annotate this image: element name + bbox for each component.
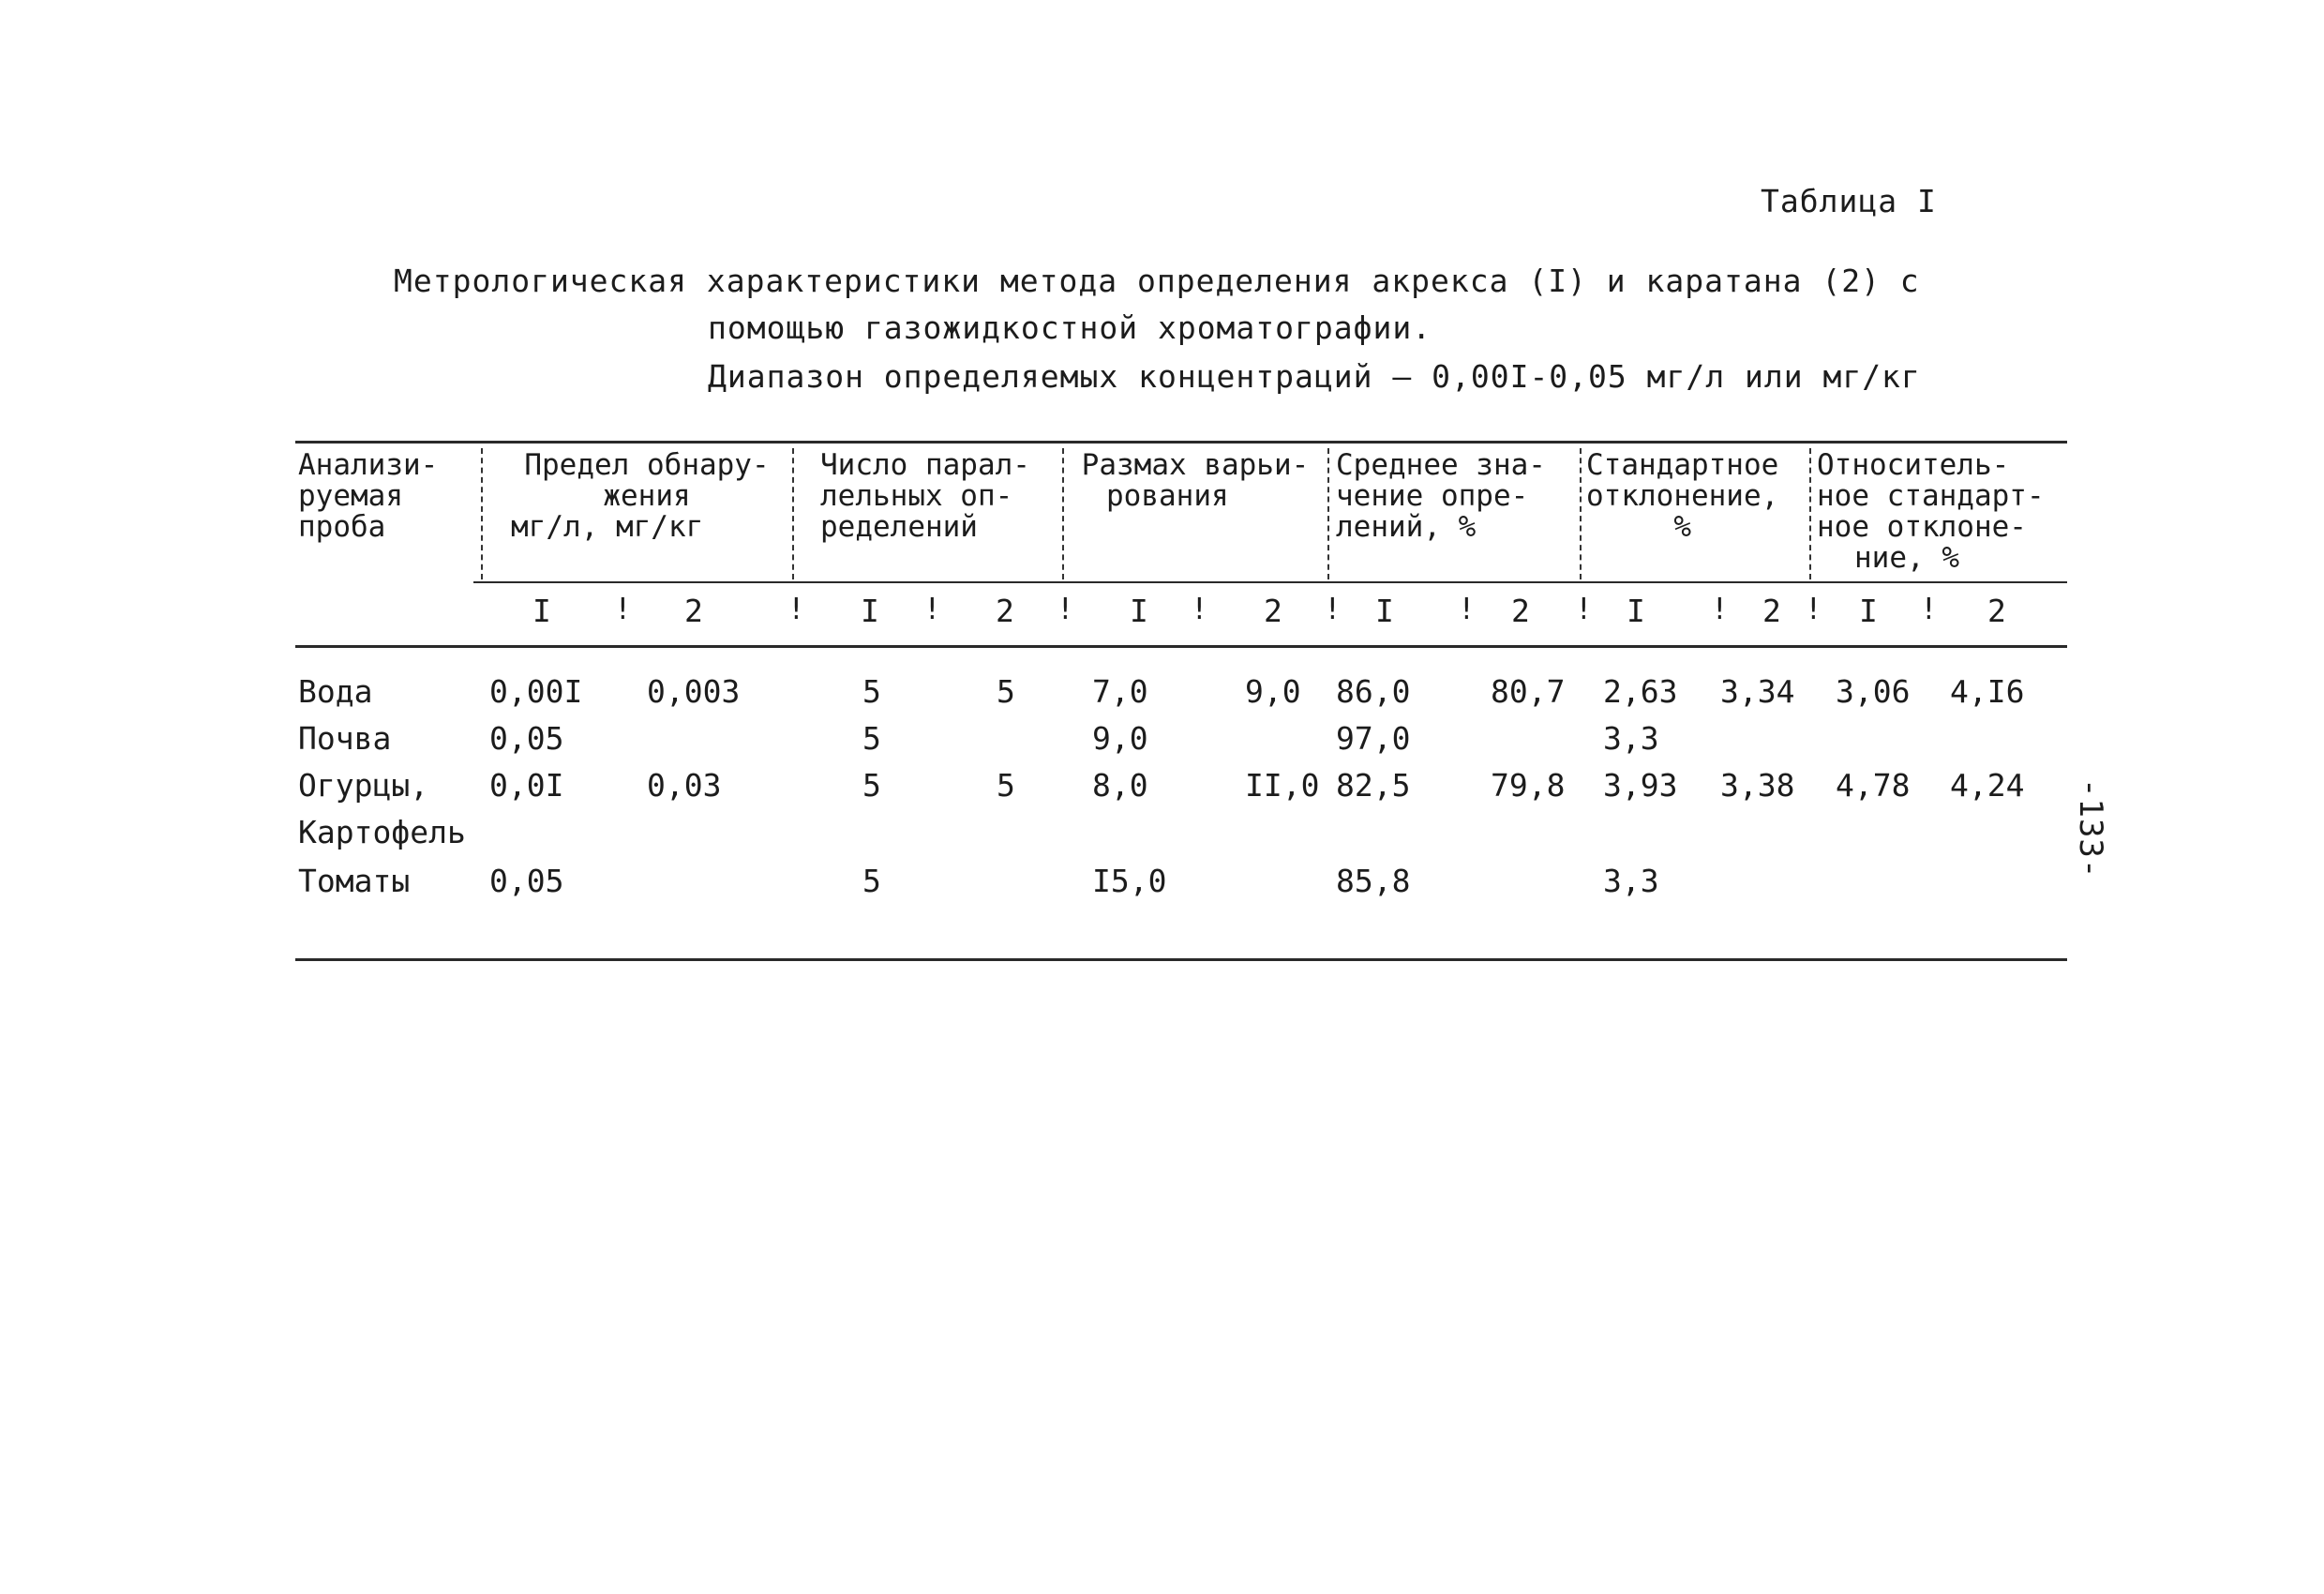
- table-cell: 5: [997, 767, 1015, 804]
- row-sample-label: Почва: [298, 720, 392, 757]
- col-separator: [1580, 448, 1583, 579]
- col-separator: [792, 448, 796, 579]
- table-cell: 4,I6: [1950, 673, 2025, 710]
- table-cell: 3,93: [1603, 767, 1678, 804]
- table-bottom-rule: [295, 958, 2067, 961]
- header-parallel-count: Число парал- лельных оп- ределений: [820, 448, 1030, 544]
- row-sample-label: Огурцы,: [298, 767, 429, 804]
- table-cell: I5,0: [1092, 863, 1167, 899]
- table-cell: II,0: [1245, 767, 1320, 804]
- col-separator: [1062, 448, 1066, 579]
- table-cell: 4,24: [1950, 767, 2025, 804]
- subheader-cell: 2: [1264, 593, 1282, 629]
- table-cell: 97,0: [1336, 720, 1411, 757]
- table-cell: 3,3: [1603, 863, 1659, 899]
- subheader-separator: !: [1575, 593, 1593, 626]
- table-top-rule: [295, 441, 2067, 444]
- subheader-separator: !: [614, 593, 632, 626]
- subheader-cell: I: [1130, 593, 1148, 629]
- subheader-separator: !: [1805, 593, 1822, 626]
- table-cell: 5: [862, 863, 881, 899]
- table-cell: 5: [862, 767, 881, 804]
- subheader-cell: I: [1375, 593, 1394, 629]
- col-separator: [1809, 448, 1813, 579]
- subheader-separator: !: [1324, 593, 1342, 626]
- header-relative-std-deviation: Относитель- ное стандарт- ное отклоне- ние, %: [1817, 448, 2045, 575]
- row-sample-label: Томаты: [298, 863, 411, 899]
- subheader-cell: 2: [1762, 593, 1781, 629]
- row-sample-label: Вода: [298, 673, 373, 710]
- subheader-separator: !: [1191, 593, 1208, 626]
- subheader-cell: I: [532, 593, 551, 629]
- table-cell: 86,0: [1336, 673, 1411, 710]
- subheader-separator: !: [1458, 593, 1476, 626]
- table-cell: 3,3: [1603, 720, 1659, 757]
- col-separator: [481, 448, 485, 579]
- page-number: -133-: [2072, 778, 2109, 880]
- subheader-separator: !: [1711, 593, 1729, 626]
- table-cell: 9,0: [1092, 720, 1148, 757]
- subheader-separator: !: [923, 593, 941, 626]
- table-cell: 0,00I: [489, 673, 583, 710]
- subheader-cell: I: [1859, 593, 1878, 629]
- table-cell: 9,0: [1245, 673, 1301, 710]
- table-cell: 0,05: [489, 863, 564, 899]
- subheader-cell: 2: [1511, 593, 1530, 629]
- subheader-separator: !: [1920, 593, 1938, 626]
- header-standard-deviation: Стандартное отклонение, %: [1586, 448, 1779, 544]
- subheader-separator: !: [787, 593, 805, 626]
- subheader-cell: I: [861, 593, 879, 629]
- table-cell: 5: [997, 673, 1015, 710]
- header-mid-rule: [473, 581, 2067, 583]
- table-cell: 7,0: [1092, 673, 1148, 710]
- table-cell: 79,8: [1491, 767, 1566, 804]
- table-cell: 3,06: [1836, 673, 1911, 710]
- table-cell: 0,03: [647, 767, 722, 804]
- table-cell: 85,8: [1336, 863, 1411, 899]
- table-cell: 0,003: [647, 673, 741, 710]
- row-sample-label: Картофель: [298, 814, 466, 850]
- subheader-cell: 2: [684, 593, 703, 629]
- table-cell: 5: [862, 673, 881, 710]
- header-mean-recovery: Среднее зна- чение опре- лений, %: [1336, 448, 1546, 544]
- table-cell: 4,78: [1836, 767, 1911, 804]
- subheader-cell: 2: [1987, 593, 2006, 629]
- table-cell: 82,5: [1336, 767, 1411, 804]
- table-cell: 8,0: [1092, 767, 1148, 804]
- table-cell: 0,05: [489, 720, 564, 757]
- table-cell: 2,63: [1603, 673, 1678, 710]
- table-label: Таблица I: [1761, 183, 1937, 219]
- caption-line-1: Метрологическая характеристики метода определения акрекса (I) и каратана (2) с: [394, 263, 1920, 299]
- table-cell: 80,7: [1491, 673, 1566, 710]
- header-detection-limit: Предел обнару- жения мг/л, мг/кг: [511, 448, 770, 544]
- caption-line-3: Диапазон определяемых концентраций – 0,00I-0,05 мг/л или мг/кг: [708, 358, 1921, 395]
- table-cell: 3,34: [1720, 673, 1795, 710]
- col-separator: [1327, 448, 1331, 579]
- subheader-cell: 2: [996, 593, 1014, 629]
- header-variation-range: Размах варьи- рования: [1081, 448, 1310, 513]
- header-sample: Анализи- руемая проба: [298, 448, 439, 544]
- table-cell: 3,38: [1720, 767, 1795, 804]
- header-bottom-rule: [295, 645, 2067, 648]
- table-cell: 0,0I: [489, 767, 564, 804]
- subheader-separator: !: [1057, 593, 1074, 626]
- table-cell: 5: [862, 720, 881, 757]
- subheader-cell: I: [1627, 593, 1645, 629]
- caption-line-2: помощью газожидкостной хроматографии.: [708, 309, 1432, 346]
